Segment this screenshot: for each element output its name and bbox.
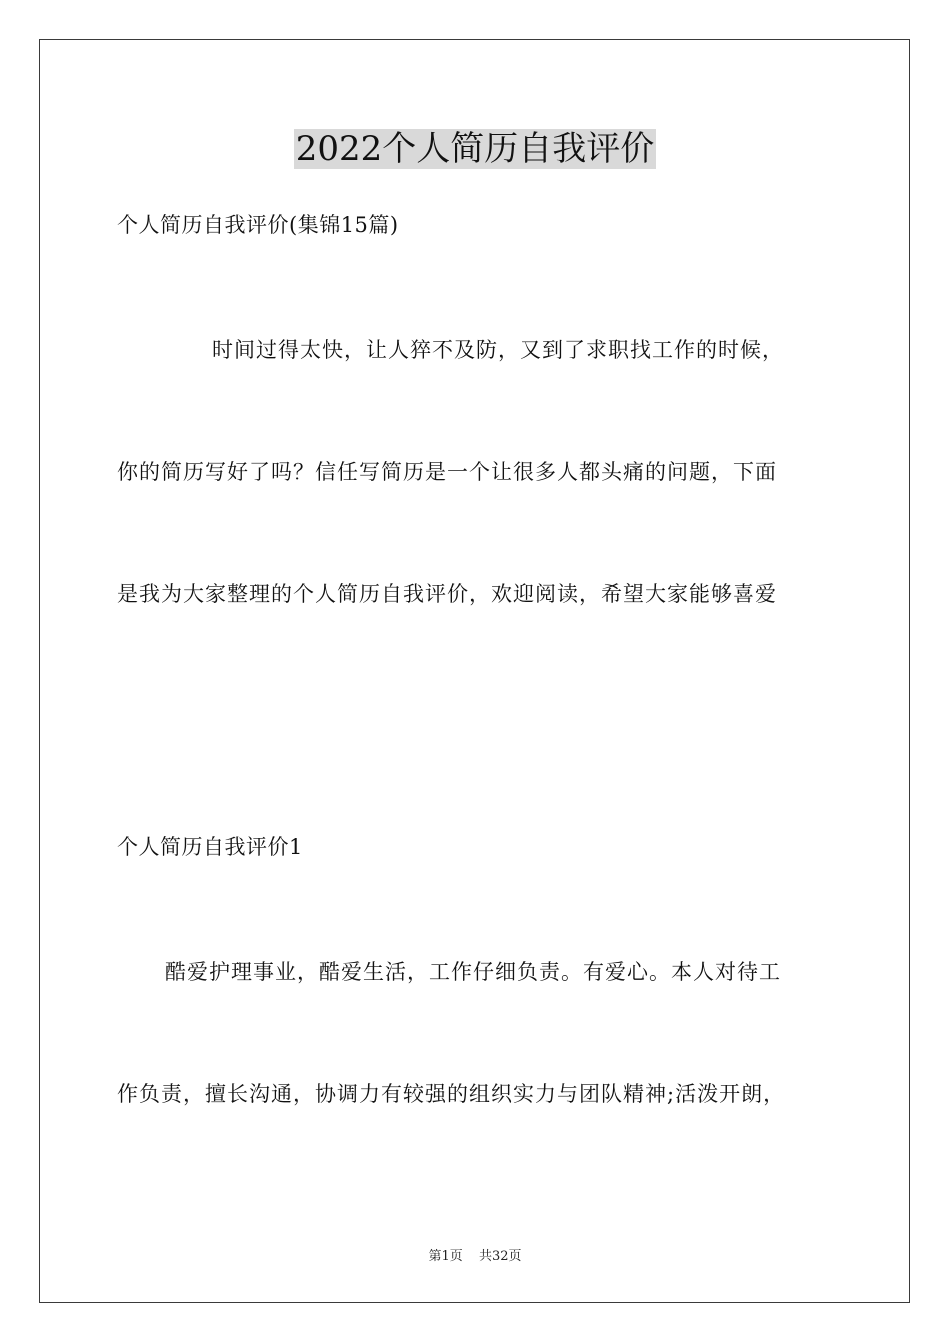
document-title-text: 2022个人简历自我评价: [295, 129, 655, 169]
intro-line-2: 你的简历写好了吗？信任写简历是一个让很多人都头痛的问题，下面: [117, 460, 777, 484]
section-line-1: 酷爱护理事业，酷爱生活，工作仔细负责。有爱心。本人对待工: [165, 960, 781, 984]
document-title: [0, 126, 950, 172]
page-footer: [0, 1248, 950, 1266]
section-heading: 个人简历自我评价1: [117, 835, 303, 859]
section-line-2: 作负责，擅长沟通，协调力有较强的组织实力与团队精神;活泼开朗，: [117, 1082, 786, 1106]
page-total: 共32页: [478, 1249, 522, 1264]
intro-line-1: 时间过得太快，让人猝不及防，又到了求职找工作的时候，: [212, 338, 784, 362]
document-subtitle: 个人简历自我评价(集锦15篇): [117, 213, 399, 237]
intro-line-3: 是我为大家整理的个人简历自我评价，欢迎阅读，希望大家能够喜爱: [117, 582, 777, 606]
page-number: 第1页: [428, 1249, 463, 1264]
